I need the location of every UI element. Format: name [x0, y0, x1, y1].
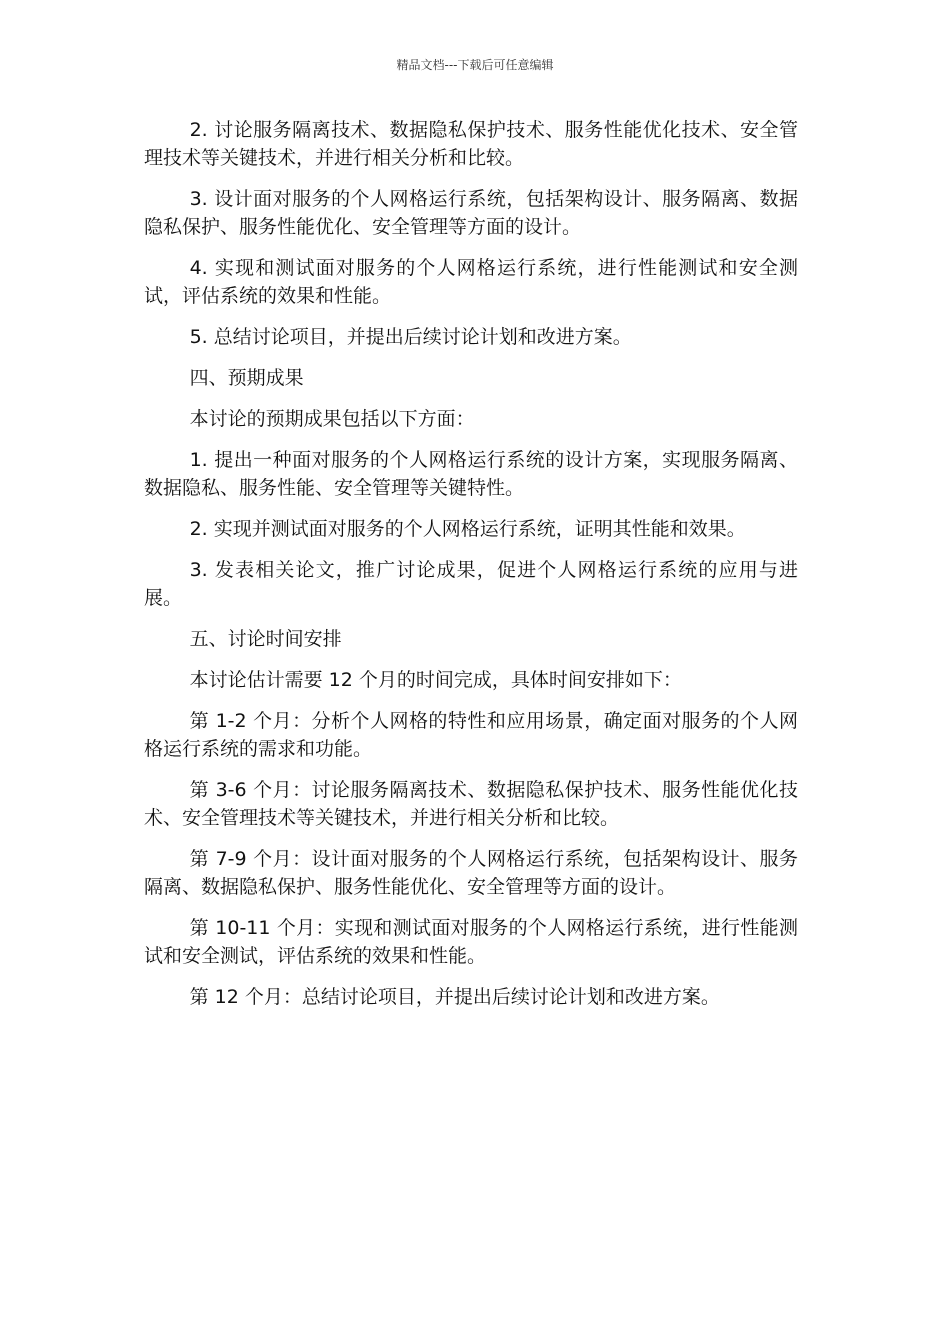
paragraph-schedule-intro: 本讨论估计需要 12 个月的时间完成，具体时间安排如下： — [189, 669, 682, 691]
paragraph-results-intro: 本讨论的预期成果包括以下方面： — [189, 408, 475, 430]
paragraph-step-4: 4. 实现和测试面对服务的个人网格运行系统，进行性能测试和安全测试，评估系统的效果和性能。 — [144, 257, 798, 307]
paragraph-schedule-month-10-11: 第 10-11 个月：实现和测试面对服务的个人网格运行系统，进行性能测试和安全测试，评估系统的效果和性能。 — [144, 917, 798, 967]
section-heading-schedule: 五、讨论时间安排 — [189, 628, 342, 650]
paragraph-schedule-month-12: 第 12 个月：总结讨论项目，并提出后续讨论计划和改进方案。 — [189, 986, 720, 1008]
document-body — [144, 116, 798, 1024]
paragraph-step-3: 3. 设计面对服务的个人网格运行系统，包括架构设计、服务隔离、数据隐私保护、服务性能优化、安全管理等方面的设计。 — [144, 188, 798, 238]
paragraph-result-3: 3. 发表相关论文，推广讨论成果，促进个人网格运行系统的应用与进展。 — [144, 559, 798, 609]
paragraph-step-2: 2. 讨论服务隔离技术、数据隐私保护技术、服务性能优化技术、安全管理技术等关键技术，并进行相关分析和比较。 — [144, 119, 798, 169]
paragraph-result-1: 1. 提出一种面对服务的个人网格运行系统的设计方案，实现服务隔离、数据隐私、服务性能、安全管理等关键特性。 — [144, 449, 798, 499]
paragraph-step-5: 5. 总结讨论项目，并提出后续讨论计划和改进方案。 — [189, 326, 632, 348]
page-header: 精品文档---下载后可任意编辑 — [396, 58, 554, 72]
paragraph-schedule-month-7-9: 第 7-9 个月：设计面对服务的个人网格运行系统，包括架构设计、服务隔离、数据隐私保护、服务性能优化、安全管理等方面的设计。 — [144, 848, 798, 898]
section-heading-expected-results: 四、预期成果 — [189, 367, 304, 389]
paragraph-schedule-month-3-6: 第 3-6 个月：讨论服务隔离技术、数据隐私保护技术、服务性能优化技术、安全管理技术等关键技术，并进行相关分析和比较。 — [144, 779, 798, 829]
paragraph-result-2: 2. 实现并测试面对服务的个人网格运行系统，证明其性能和效果。 — [189, 518, 746, 540]
paragraph-schedule-month-1-2: 第 1-2 个月：分析个人网格的特性和应用场景，确定面对服务的个人网格运行系统的需求和功能。 — [144, 710, 798, 760]
